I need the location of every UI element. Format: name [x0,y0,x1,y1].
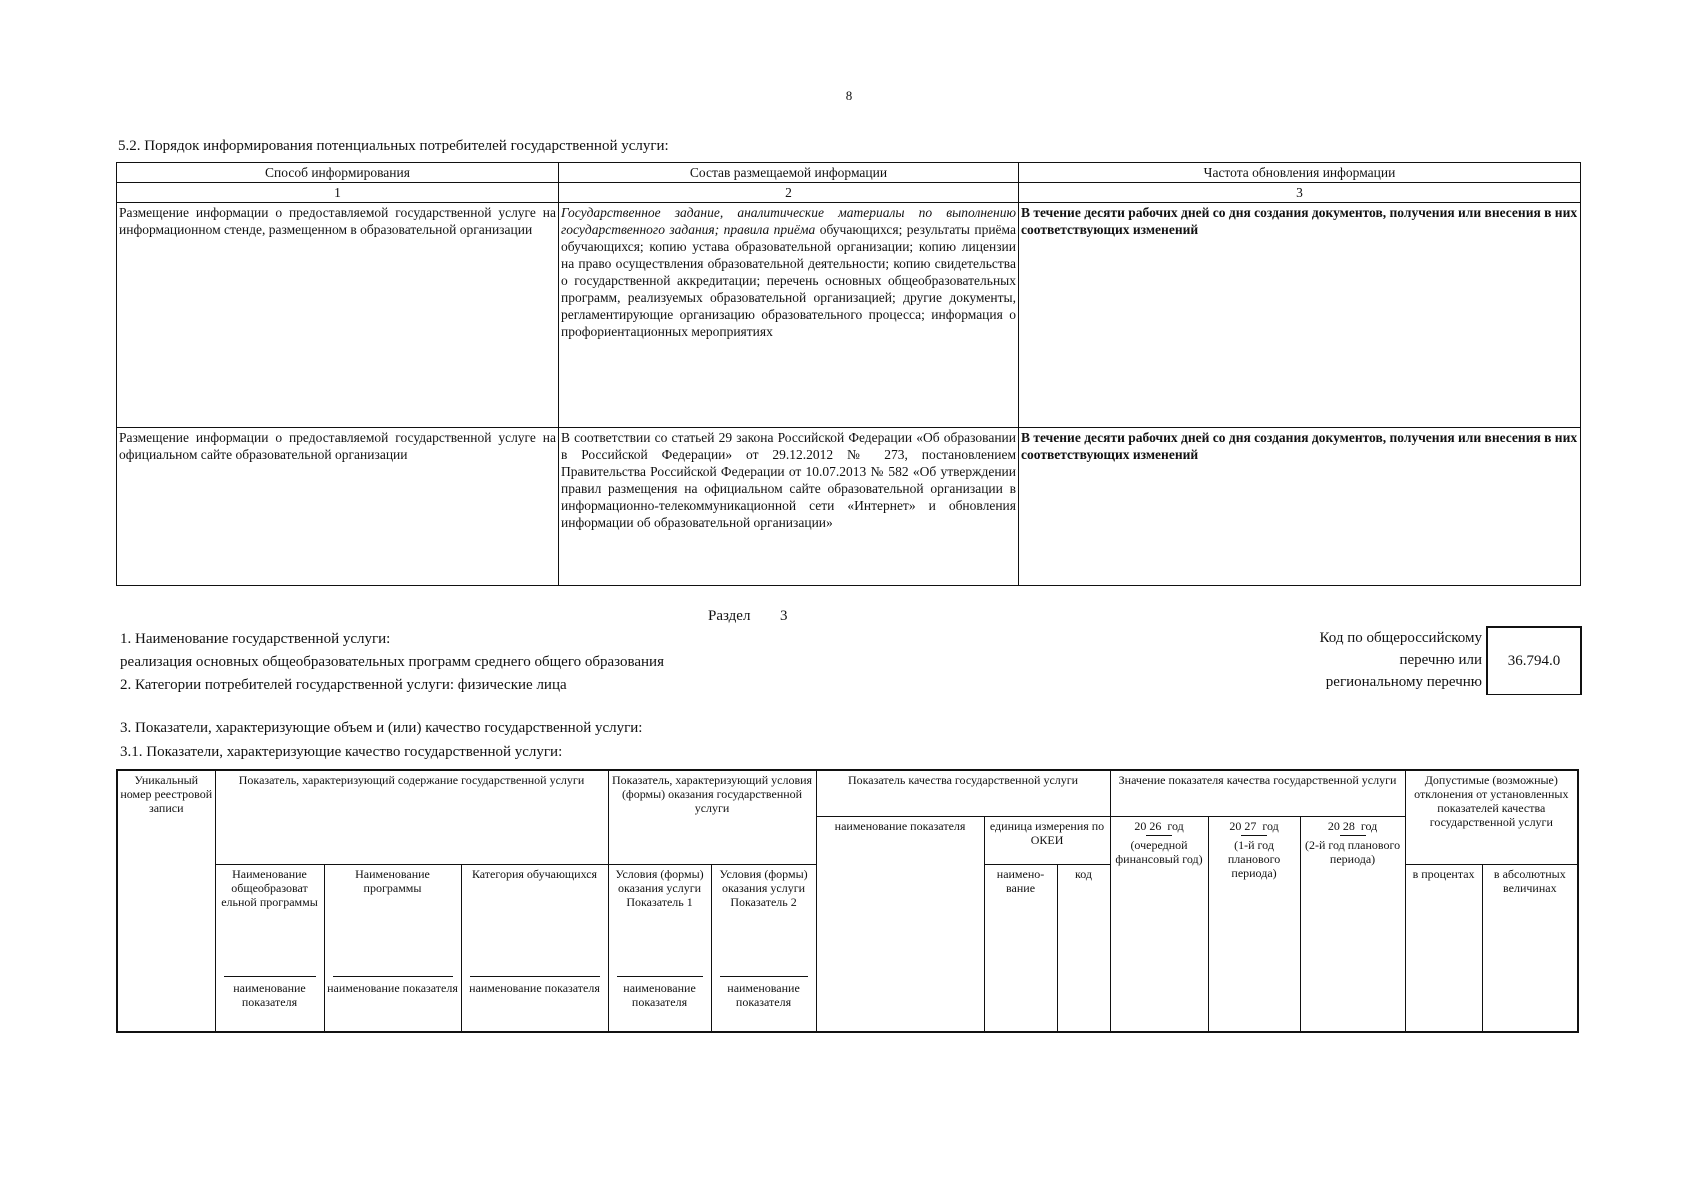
col-number-1: 1 [117,183,559,203]
year-underline [1340,835,1366,836]
sub-header-category [461,864,608,974]
header-dev-percent: в процентах [1405,864,1482,1032]
header-frequency: Частота обновления информации [1019,163,1581,183]
item1-label: 1. Наименование государственной услуги: [120,631,391,647]
year-2028-note: (2-й год планового периода) [1304,837,1401,866]
code-label-line-2: перечню или [1399,652,1482,668]
year-2028: 20 28 [1327,818,1355,833]
indicator-name-4 [608,974,711,1032]
indicator-name-2-text: наименование показателя [327,981,458,995]
indicator-name-2 [324,974,461,1032]
item3-1: 3.1. Показатели, характеризующие качество государственной услуги: [120,744,563,760]
year-2026-note: (очередной финансовый год) [1115,837,1203,866]
col-number-3: 3 [1019,183,1581,203]
col-number-2: 2 [559,183,1019,203]
sub-header-program [324,864,461,974]
row2-content: В соответствии со статьей 29 закона Российской Федерации «Об образовании в Российской Федерации» от 29.12.2012 № 273, постановлением Правительства Российской Федерации от 10.07.2013 № 582 «Об утверждении правил размещения на официальном сайте образовательной организации в информационно-телекоммуникационной сети «Интернет» и обновления информации об образовательной организации» [559,428,1019,586]
section-heading [708,607,787,625]
header-method: Способ информирования [117,163,559,183]
row1-content-rest: обучающихся; результаты приёма обучающихся; копию устава образовательной организации; копию лицензии на право осуществления образовательной деятельности; копию свидетельства о государственной аккредитации; перечень основных общеобразовательных программ, реализуемых образовательной организацией; другие документы, регламентирующие организацию образовательного процесса; информация о профориентационных мероприятиях [561,222,1016,339]
item3: 3. Показатели, характеризующие объем и (или) качество государственной услуги: [120,720,643,736]
indicator-name-1 [215,974,324,1032]
sub-header-category-text: Категория обучающихся [471,866,598,881]
header-dev-absolute: в абсолютных величинах [1482,864,1578,1032]
item2: 2. Категории потребителей государственной услуги: физические лица [120,677,567,693]
item1-value: реализация основных общеобразовательных программ среднего общего образования [120,654,664,670]
sub-header-condition-2 [711,864,816,974]
header-quality-indicator: Показатель качества государственной услуги [816,770,1110,816]
year-2026-cell [1110,816,1208,1032]
header-deviation: Допустимые (возможные) отклонения от установленных показателей качества государственной услуги [1405,770,1578,864]
row1-content [559,203,1019,428]
header-unique-number: Уникальный номер реестровой записи [117,770,215,1032]
row2-method: Размещение информации о предоставляемой государственной услуге на официальном сайте образовательной организации [117,428,559,586]
year-2027-cell [1208,816,1300,1032]
sub-header-condition-1 [608,864,711,974]
sub-header-program-name [215,864,324,974]
indicator-name-5-text: наименование показателя [727,981,800,1009]
header-unit-code: код [1057,864,1110,1032]
year-2028-word: год [1360,818,1378,833]
year-2026-word: год [1167,818,1184,833]
sub-header-condition-1-text: Условия (формы) оказания услуги Показатель 1 [615,866,704,909]
year-underline [1241,835,1267,836]
sub-header-program-text: Наименование программы [355,866,430,895]
year-2028-cell [1300,816,1405,1032]
year-2027-word: год [1262,818,1279,833]
code-label [1230,627,1482,693]
row2-frequency: В течение десяти рабочих дней со дня создания документов, получения или внесения в них соответствующих изменений [1019,428,1581,586]
quality-table [116,769,1579,1033]
header-unit-okei: единица измерения по ОКЕИ [984,816,1110,864]
code-label-line-1: Код по общероссийскому [1319,630,1482,646]
year-underline [1146,835,1172,836]
year-2027-note: (1-й год планового периода) [1227,837,1281,880]
section-heading-word: Раздел [708,608,751,624]
indicator-name-3-text: наименование показателя [469,981,600,995]
informing-table [116,162,1581,586]
header-content: Состав размещаемой информации [559,163,1019,183]
year-2027: 20 27 [1229,818,1257,833]
indicator-name-3 [461,974,608,1032]
section-heading-number: 3 [779,608,788,624]
indicator-name-4-text: наименование показателя [623,981,696,1009]
indicator-name-5 [711,974,816,1032]
header-unit-name: наимено-вание [984,864,1057,1032]
code-value: 36.794.0 [1486,626,1582,695]
header-quality-value: Значение показателя качества государственной услуги [1110,770,1405,816]
sub-header-program-name-text: Наименование общеобразоват ельной программы [221,866,318,909]
indicator-name-1-text: наименование показателя [233,981,306,1009]
header-indicator-name: наименование показателя [816,816,984,1032]
row1-method: Размещение информации о предоставляемой государственной услуге на информационном стенде, размещенном в образовательной организации [117,203,559,428]
header-content-indicator: Показатель, характеризующий содержание государственной услуги [215,770,608,864]
year-2026: 20 26 [1134,818,1162,833]
row1-frequency: В течение десяти рабочих дней со дня создания документов, получения или внесения в них соответствующих изменений [1019,203,1581,428]
sub-header-condition-2-text: Условия (формы) оказания услуги Показатель 2 [719,866,808,909]
header-conditions-indicator: Показатель, характеризующий условия (формы) оказания государственной услуги [608,770,816,864]
page-number: 8 [845,88,853,103]
section-5-2-title: 5.2. Порядок информирования потенциальных потребителей государственной услуги: [118,138,669,154]
code-label-line-3: региональному перечню [1325,674,1482,690]
row1-content-italic: Государственное задание, аналитические материалы по выполнению государственного задания; правила приёма [561,205,1016,237]
